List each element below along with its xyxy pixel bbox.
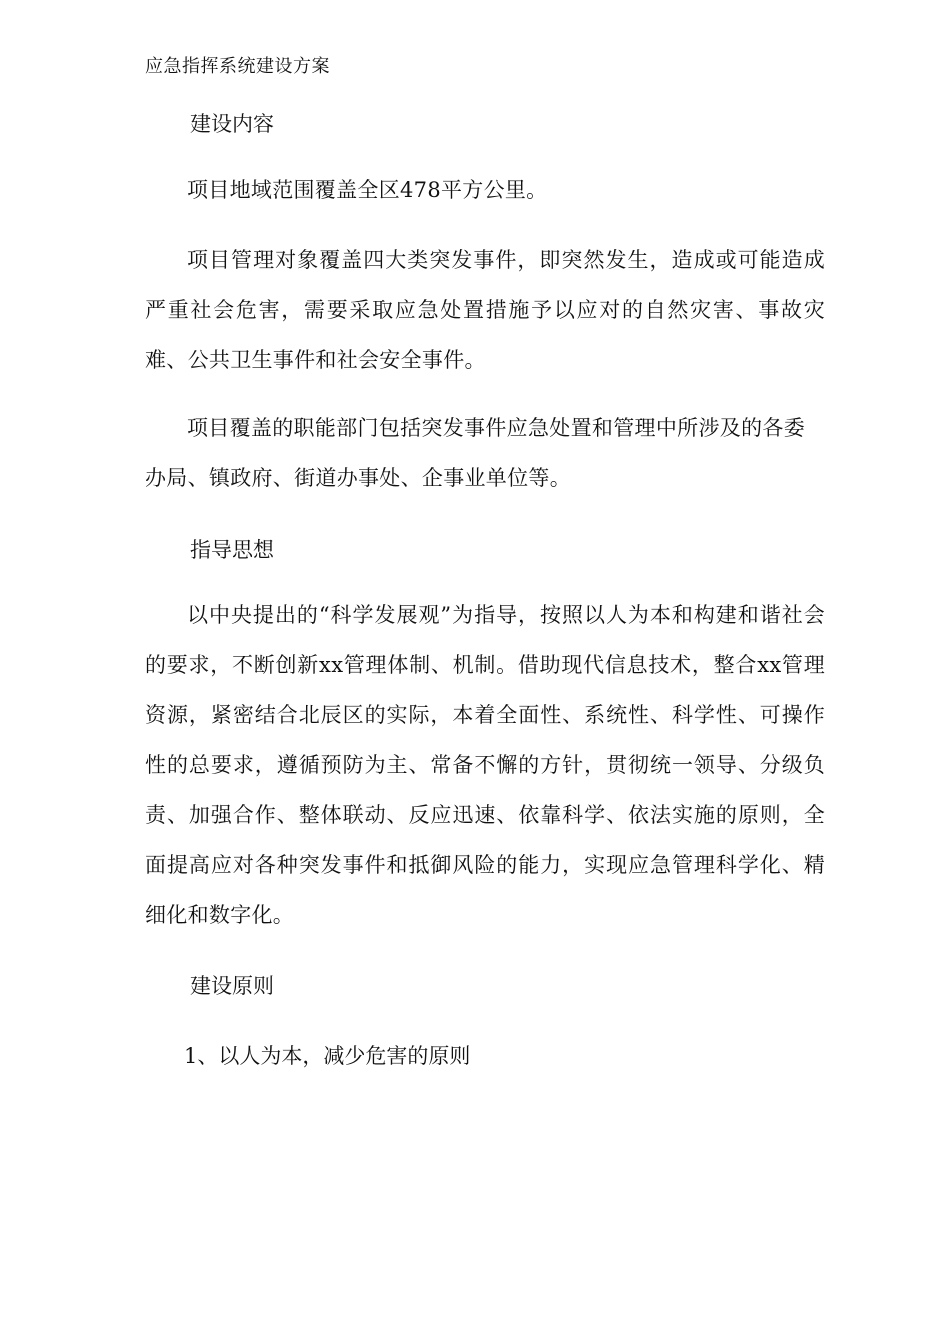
paragraph-departments: 项目覆盖的职能部门包括突发事件应急处置和管理中所涉及的各委办局、镇政府、街道办事处、企事业单位等。	[145, 416, 805, 490]
paragraph-management-objects: 项目管理对象覆盖四大类突发事件，即突然发生，造成或可能造成严重社会危害，需要采取应急处置措施予以应对的自然灾害、事故灾难、公共卫生事件和社会安全事件。	[145, 248, 825, 372]
section-heading-construction-content: 建设内容	[190, 112, 274, 136]
principle-item-1: 1、以人为本，减少危害的原则	[184, 1044, 471, 1068]
paragraph-guiding-ideology: 以中央提出的“科学发展观”为指导，按照以人为本和构建和谐社会的要求，不断创新xx管理体制、机制。借助现代信息技术，整合xx管理资源，紧密结合北辰区的实际，本着全面性、系统性、科学性、可操作性的总要求，遵循预防为主、常备不懈的方针，贯彻统一领导、分级负责、加强合作、整体联动、反应迅速、依靠科学、依法实施的原则，全面提高应对各种突发事件和抵御风险的能力，实现应急管理科学化、精细化和数字化。	[145, 603, 825, 927]
paragraph-project-area: 项目地域范围覆盖全区478平方公里。	[187, 178, 548, 202]
document-header: 应急指挥系统建设方案	[145, 56, 330, 77]
section-heading-construction-principles: 建设原则	[190, 974, 274, 998]
section-heading-guiding-ideology: 指导思想	[190, 538, 274, 562]
